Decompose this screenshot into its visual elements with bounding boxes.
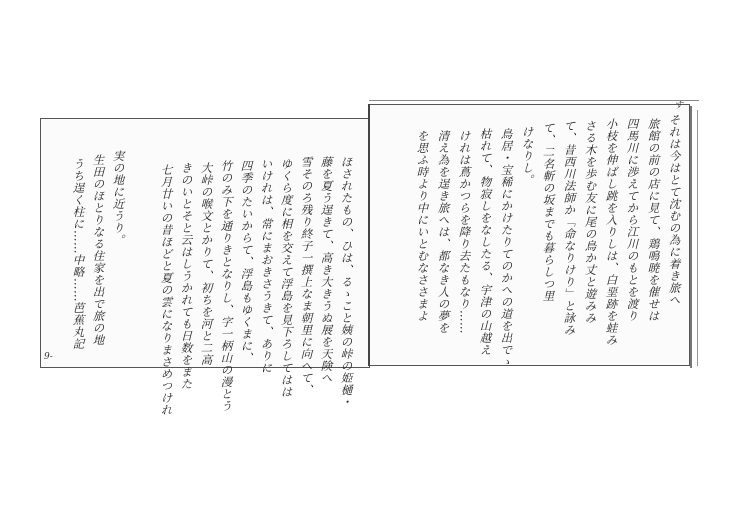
text-column: それは今はとて沈むの為に着き旅へ [667,114,682,306]
book-spine [368,104,370,366]
text-column: 四季のたいからて、浮島もゆくまに、 [239,160,254,364]
text-column: 実の地に近うり。 [111,150,126,246]
book-top-edge [369,100,699,101]
text-column: ゆくら度に相を交えて浮島を見下ろしてはは [279,158,294,398]
text-column: けれは蔦かつらを降り去たもなり…… [457,130,472,334]
book-right-edge-outer [697,110,698,366]
text-column: 旅館の前の店に見て、鶏鳴暁を催せは [646,118,661,322]
text-column: 大峠の喉文とかりて、初ちを河と二高 [199,162,214,366]
text-column: 清え為を逞き旅へは、都なき人の夢を [436,130,451,334]
text-column: 藤を夏う逞きて、高き大きうぬ展を天険へ [319,156,334,384]
text-column: いけれは、常にまおきさうきて、ありに [259,158,274,374]
text-column: きのいとそと云はしうかれても日数をまた [179,162,194,390]
text-column: を思ふ時より中にいとむなささまよ [415,130,430,322]
text-column: 小枝を伸ばし跳を入りしは、白堊跡を蛙み [604,118,619,346]
text-column: ほされたもの、ひは、るゝこと姨の峠の姫樋・ [339,156,354,408]
text-column: 竹のみ下を通りきとなりし、字一柄山の漫とう [219,160,234,412]
text-column: うち逞く柱に……中略……芭蕉丸記 [71,158,86,350]
text-column: 四馬川に渉えてから江川のもとを渡り [625,118,640,322]
text-column: て、二名斬の坂までも暮らしつ里 [541,122,556,302]
page-marker: 9- [44,352,53,362]
page-marker: す [674,101,684,111]
text-column: 生田のほとりなる住家を出で旅の地 [91,154,106,346]
text-column: さる木を歩む友に尾の鳥か丈と遊みみ [583,120,598,324]
text-column: 雪そのろ残り終子一撰上なま朝里に向へて、 [299,156,314,396]
text-column: 鳥居・宝稀にかけたりてのかへの道を出でゝ [499,128,514,368]
book-right-edge [690,106,692,368]
text-column: けなりし。 [520,126,535,186]
text-column: て、昔西川法師か「命なりけり」と詠み [562,120,577,336]
text-column: 枯れて、物寂しをなしたる、宇津の山越え [478,128,493,356]
text-column: 七月廿いの昔ほどと夏の雲になりまさめつけれ [159,164,174,416]
